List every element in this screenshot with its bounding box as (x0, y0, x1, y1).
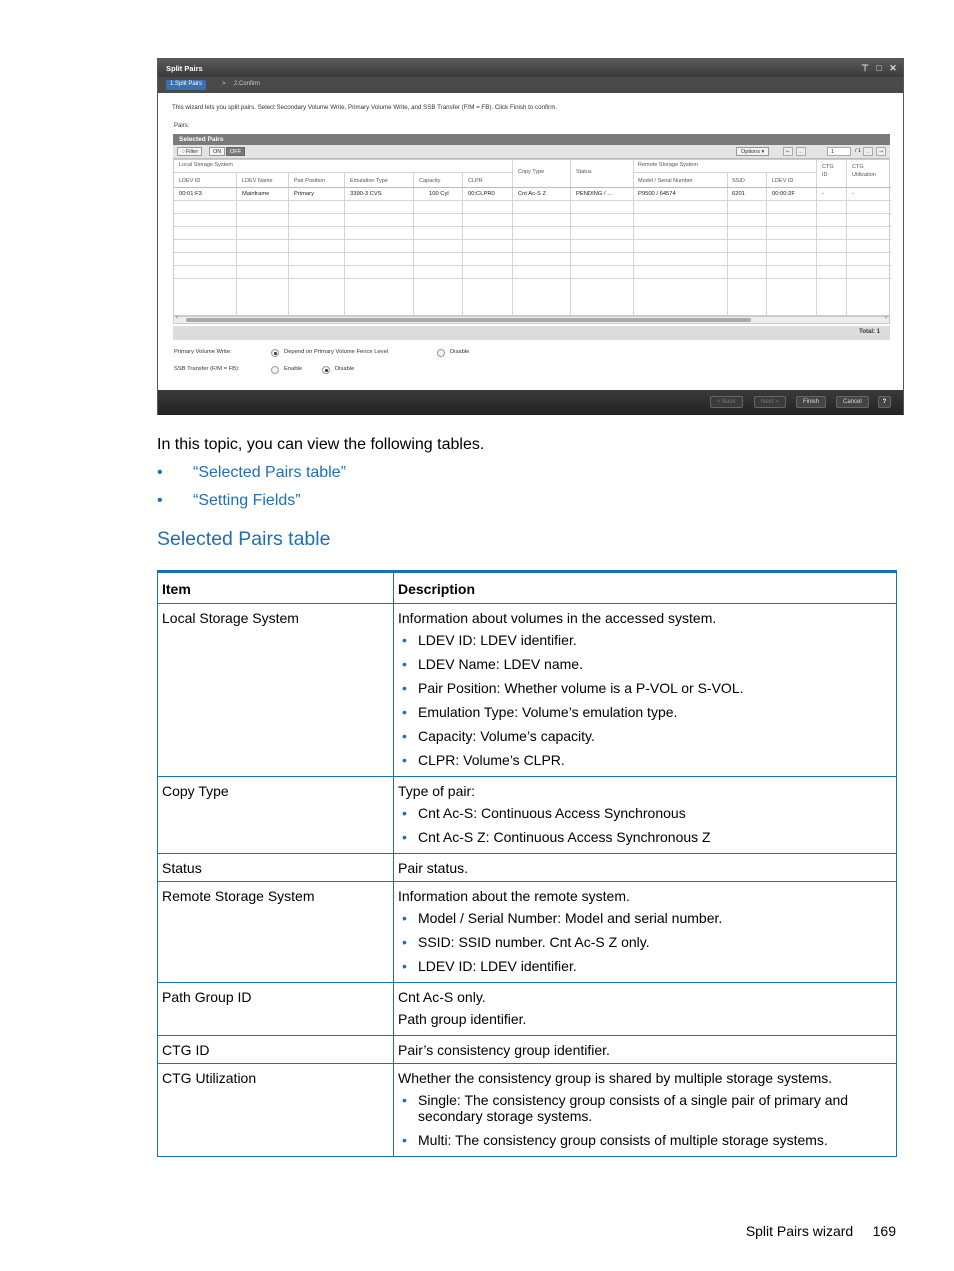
scroll-left-icon[interactable]: ‹ (176, 315, 178, 321)
col-clpr[interactable]: CLPR (468, 178, 483, 184)
filter-off-toggle[interactable]: OFF (226, 147, 245, 156)
col-ssid[interactable]: SSID (732, 178, 745, 184)
description-lead: Information about the remote system. (398, 888, 630, 904)
intro-paragraph: In this topic, you can view the following tables. (157, 436, 485, 453)
total-bar (173, 326, 890, 340)
horizontal-scrollbar[interactable] (173, 316, 890, 324)
col-ldev-name[interactable]: LDEV Name (242, 178, 273, 184)
wizard-steps (158, 77, 903, 93)
list-item: • Cnt Ac-S Z: Continuous Access Synchronous Z (398, 829, 892, 845)
list-item: • Single: The consistency group consists of a single pair of primary and secondary storage systems. (398, 1092, 892, 1124)
pin-icon[interactable]: ⊤ (861, 63, 869, 73)
list-item: • SSID: SSID number. Cnt Ac-S Z only. (398, 934, 892, 950)
header-item: Item (158, 572, 394, 604)
row-description (394, 1064, 897, 1157)
row-item: CTG Utilization (158, 1064, 394, 1157)
col-ldev-id[interactable]: LDEV ID (179, 178, 201, 184)
table-row (158, 777, 897, 854)
list-item: • Pair Position: Whether volume is a P-VOL or S-VOL. (398, 680, 892, 696)
col-capacity[interactable]: Capacity (419, 178, 441, 184)
cell-ctg-utilization: - (852, 191, 854, 197)
col-ctg-id[interactable]: CTG ID (822, 164, 834, 178)
table-row (158, 854, 897, 882)
list-item: • LDEV ID: LDEV identifier. (398, 632, 892, 648)
dialog-body (158, 93, 903, 390)
table-toolbar (173, 145, 890, 159)
list-item: • Multi: The consistency group consists of multiple storage systems. (398, 1132, 892, 1148)
bullet-icon: • (157, 492, 163, 509)
cell-capacity: 100 Cyl (429, 191, 449, 197)
table-row (158, 1036, 897, 1064)
dialog-title-bar (158, 59, 903, 77)
step-separator: > (222, 81, 226, 87)
col-model-serial[interactable]: Model / Serial Number (638, 178, 693, 184)
cell-ssid: 6201 (732, 191, 745, 197)
pvw-depend-label: Depend on Primary Volume Fence Level (284, 349, 389, 355)
wizard-instructions: This wizard lets you split pairs. Select Secondary Volume Write, Primary Volume Write, and SSB Transfer (F/M = FB). Click Finish to confirm. (172, 104, 558, 111)
cell-ldev-name: Mainframe (242, 191, 270, 197)
footer-section: Split Pairs wizard (745, 1223, 854, 1239)
list-item: • Capacity: Volume’s capacity. (398, 728, 892, 744)
row-item: Status (158, 854, 394, 882)
list-item: • Emulation Type: Volume’s emulation type. (398, 704, 892, 720)
row-description: Pair’s consistency group identifier. (394, 1036, 897, 1064)
dialog-title: Split Pairs (166, 64, 203, 73)
cell-status: PENDING / ... (576, 191, 613, 197)
pvw-depend-radio[interactable] (271, 349, 279, 357)
cell-remote-ldev-id: 00:00:2F (772, 191, 795, 197)
description-lead: Whether the consistency group is shared by multiple storage systems. (398, 1070, 833, 1086)
cell-pair-position: Primary (294, 191, 314, 197)
first-page-icon[interactable]: ⇤ (783, 147, 793, 156)
col-pair-position[interactable]: Pair Position (294, 178, 325, 184)
ssb-enable-radio[interactable] (271, 366, 279, 374)
next-button[interactable]: Next > (754, 396, 786, 408)
col-remote-ldev-id[interactable]: LDEV ID (772, 178, 794, 184)
step-confirm: 2.Confirm (234, 81, 261, 87)
row-item: Local Storage System (158, 604, 394, 777)
col-emulation-type[interactable]: Emulation Type (350, 178, 388, 184)
prev-page-icon[interactable]: ← (796, 147, 806, 156)
ssb-disable-radio[interactable] (322, 366, 330, 374)
table-header-row (158, 572, 897, 604)
table-row (158, 983, 897, 1036)
col-copy-type[interactable]: Copy Type (518, 169, 545, 175)
bullet-icon: • (157, 464, 163, 481)
table-row (158, 1064, 897, 1157)
close-icon[interactable]: ✕ (889, 63, 897, 73)
row-description (394, 777, 897, 854)
back-button[interactable]: < Back (710, 396, 743, 408)
group-remote-storage: Remote Storage System (638, 162, 698, 168)
link-setting-fields[interactable]: “Setting Fields” (193, 492, 301, 509)
cell-copy-type: Cnt Ac-S Z (518, 191, 547, 197)
cell-model-serial: P9500 / 64574 (638, 191, 676, 197)
row-item: Path Group ID (158, 983, 394, 1036)
finish-button[interactable]: Finish (796, 396, 826, 408)
section-heading: Selected Pairs table (157, 528, 331, 550)
list-item: • LDEV Name: LDEV name. (398, 656, 892, 672)
cell-ldev-id: 00:01:F3 (179, 191, 202, 197)
cell-emulation-type: 3390-3 CVS (350, 191, 382, 197)
list-item: • Model / Serial Number: Model and serial number. (398, 910, 892, 926)
description-lead-2: Path group identifier. (398, 1011, 527, 1027)
options-button[interactable]: Options ▾ (736, 147, 769, 156)
filter-button[interactable]: ♢Filter (177, 147, 202, 156)
filter-on-toggle[interactable]: ON (209, 147, 225, 156)
pairs-label: Pairs: (174, 123, 190, 129)
table-row (158, 882, 897, 983)
selected-pairs-description-table (157, 570, 897, 1157)
header-description: Description (394, 572, 897, 604)
col-ctg-utilization[interactable]: CTG Utilization (852, 164, 876, 178)
scroll-right-icon[interactable]: › (885, 315, 887, 321)
row-description (394, 882, 897, 983)
selected-pairs-header: Selected Pairs (173, 134, 890, 145)
next-page-icon[interactable]: → (863, 147, 873, 156)
maximize-icon[interactable]: □ (876, 63, 882, 73)
last-page-icon[interactable]: ⇥ (876, 147, 886, 156)
primary-volume-write-label: Primary Volume Write: (174, 349, 232, 355)
list-item: • CLPR: Volume’s CLPR. (398, 752, 892, 768)
page-number: 169 (872, 1223, 896, 1239)
list-item: • LDEV ID: LDEV identifier. (398, 958, 892, 974)
link-selected-pairs-table[interactable]: “Selected Pairs table” (193, 464, 346, 481)
page-input[interactable]: 1 (827, 147, 851, 156)
ssb-enable-label: Enable (284, 366, 303, 372)
group-local-storage: Local Storage System (179, 162, 233, 168)
table-row (158, 604, 897, 777)
page-footer (746, 1223, 896, 1239)
split-pairs-dialog (157, 58, 904, 415)
page-total: / 1 (855, 148, 862, 154)
ssb-disable-label: Disable (335, 366, 355, 372)
total-count: Total: 1 (859, 329, 880, 335)
row-description (394, 604, 897, 777)
step-split-pairs: 1.Split Pairs (166, 80, 206, 90)
row-item: Remote Storage System (158, 882, 394, 983)
row-description: Pair status. (394, 854, 897, 882)
pvw-disable-label: Disable (450, 349, 470, 355)
cancel-button[interactable]: Cancel (836, 396, 869, 408)
pvw-disable-radio[interactable] (437, 349, 445, 357)
selected-pairs-grid (173, 159, 890, 316)
ssb-transfer-label: SSB Transfer (F/M = FB): (174, 366, 240, 372)
scroll-thumb[interactable] (186, 318, 751, 322)
description-lead: Cnt Ac-S only. (398, 989, 486, 1005)
help-icon[interactable]: ? (878, 396, 891, 408)
cell-clpr: 00:CLPR0 (468, 191, 495, 197)
row-item: Copy Type (158, 777, 394, 854)
col-status[interactable]: Status (576, 169, 592, 175)
dialog-footer (158, 390, 903, 415)
description-lead: Information about volumes in the accessed system. (398, 610, 717, 626)
row-item: CTG ID (158, 1036, 394, 1064)
row-description (394, 983, 897, 1036)
description-lead: Type of pair: (398, 783, 476, 799)
cell-ctg-id: - (822, 191, 824, 197)
list-item: • Cnt Ac-S: Continuous Access Synchronous (398, 805, 892, 821)
